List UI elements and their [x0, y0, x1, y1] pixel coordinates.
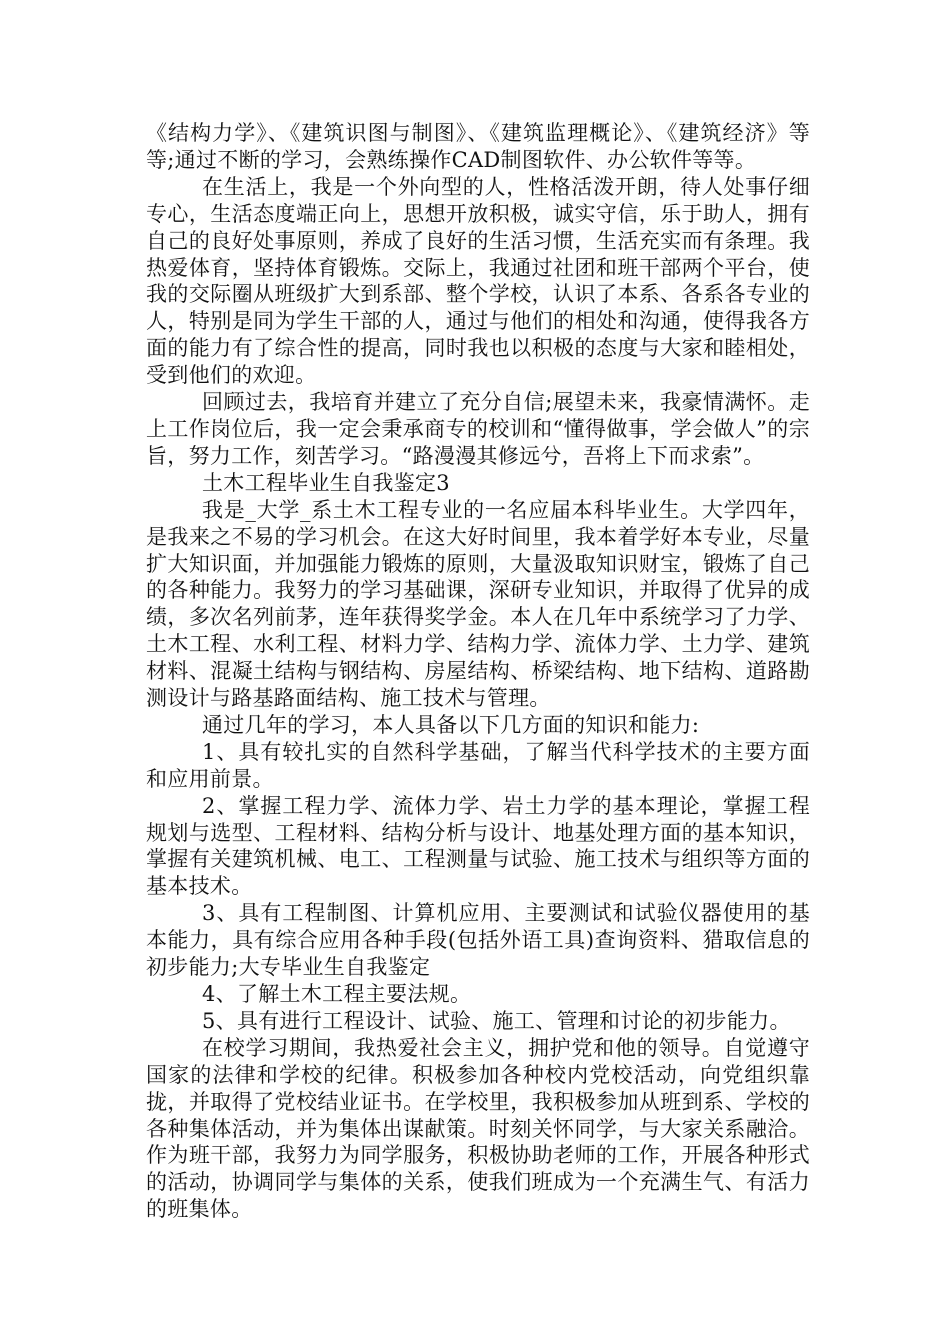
paragraph-school-life: 在校学习期间，我热爱社会主义，拥护党和他的领导。自觉遵守国家的法律和学校的纪律。积极参加各种校内党校活动，向党组织靠拢，并取得了党校结业证书。在学校里，我积极参加从班到系、学校的各种集体活动，并为集体出谋献策。时刻关怀同学，与大家关系融洽。作为班干部，我努力为同学服务，积极协助老师的工作，开展各种形式的活动，协调同学与集体的关系，使我们班成为一个充满生气、有活力的班集体。	[146, 1035, 810, 1222]
paragraph-courses-end: 《结构力学》、《建筑识图与制图》、《建筑监理概论》、《建筑经济》等等;通过不断的学习，会熟练操作CAD制图软件、办公软件等等。	[146, 121, 810, 172]
section-heading: 土木工程毕业生自我鉴定3	[202, 470, 450, 495]
list-item-1: 1、具有较扎实的自然科学基础，了解当代科学技术的主要方面和应用前景。	[146, 739, 810, 791]
document-body	[146, 120, 810, 1223]
paragraph-intro: 我是_大学_系土木工程专业的一名应届本科毕业生。大学四年，是我来之不易的学习机会。在这大好时间里，我本着学好本专业，尽量扩大知识面，并加强能力锻炼的原则，大量汲取知识财宝，锻炼了自己的各种能力。我努力的学习基础课，深研专业知识，并取得了优异的成绩，多次名列前茅，连年获得奖学金。本人在几年中系统学习了力学、土木工程、水利工程、材料力学、结构力学、流体力学、土力学、建筑材料、混凝土结构与钢结构、房屋结构、桥梁结构、地下结构、道路勘测设计与路基路面结构、施工技术与管理。	[146, 497, 810, 711]
list-item-3: 3、具有工程制图、计算机应用、主要测试和试验仪器使用的基本能力，具有综合应用各种手段(包括外语工具)查询资料、猎取信息的初步能力;大专毕业生自我鉴定	[146, 901, 810, 980]
paragraph-outlook: 回顾过去，我培育并建立了充分自信;展望未来，我豪情满怀。走上工作岗位后，我一定会秉承商专的校训和“懂得做事，学会做人”的宗旨，努力工作，刻苦学习。“路漫漫其修远兮，吾将上下而求索”。	[146, 390, 810, 468]
paragraph-abilities-lead: 通过几年的学习，本人具备以下几方面的知识和能力:	[202, 712, 700, 737]
list-item-5: 5、具有进行工程设计、试验、施工、管理和讨论的初步能力。	[202, 1008, 791, 1033]
paragraph-life: 在生活上，我是一个外向型的人，性格活泼开朗，待人处事仔细专心，生活态度端正向上，思想开放积极，诚实守信，乐于助人，拥有自己的良好处事原则，养成了良好的生活习惯，生活充实而有条理。我热爱体育，坚持体育锻炼。交际上，我通过社团和班干部两个平台，使我的交际圈从班级扩大到系部、整个学校，认识了本系、各系各专业的人，特别是同为学生干部的人，通过与他们的相处和沟通，使得我各方面的能力有了综合性的提高，同时我也以积极的态度与大家和睦相处，受到他们的欢迎。	[146, 174, 810, 388]
list-item-2: 2、掌握工程力学、流体力学、岩土力学的基本理论，掌握工程规划与选型、工程材料、结构分析与设计、地基处理方面的基本知识，掌握有关建筑机械、电工、工程测量与试验、施工技术与组织等方面的基本技术。	[146, 793, 810, 899]
list-item-4: 4、了解土木工程主要法规。	[202, 982, 472, 1006]
